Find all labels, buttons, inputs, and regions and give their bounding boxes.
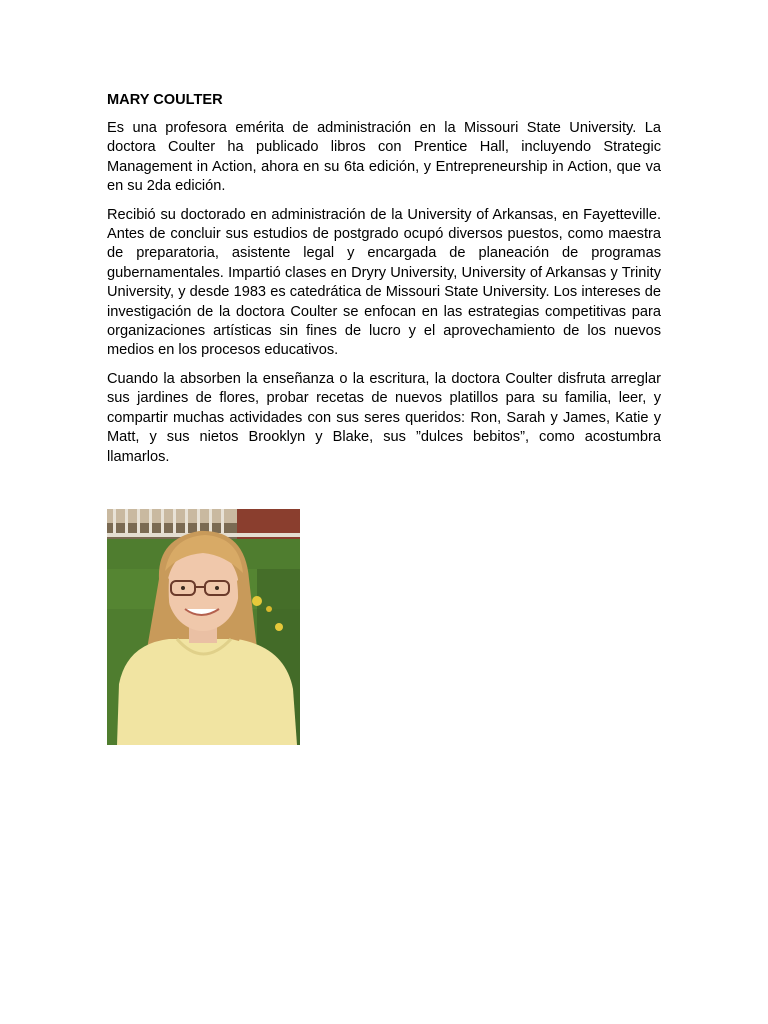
portrait-photo (107, 509, 300, 745)
document-body (107, 90, 661, 476)
bio-paragraph-1: Es una profesora emérita de administración en la Missouri State University. La doctora Coulter ha publicado libros con Prentice Hall, incluyendo Strategic Management in Action, ahora en su 6ta edición, y Entrepreneurship in Action, que va en su 2da edición. (107, 120, 661, 195)
bio-paragraph-3: Cuando la absorben la enseñanza o la escritura, la doctora Coulter disfruta arreglar sus jardines de flores, probar recetas de nuevos platillos para su familia, leer, y compartir muchas actividades con sus seres queridos: Ron, Sarah y James, Katie y Matt, y sus nietos Brooklyn y Blake, sus ”dulces bebitos”, como acostumbra llamarlos. (107, 370, 661, 465)
bio-paragraph-2: Recibió su doctorado en administración de la University of Arkansas, en Fayetteville. Antes de concluir sus estudios de postgrado ocupó diversos puestos, como maestra de preparatoria, asistente legal y encargada de planeación de programas gubernamentales. Impartió clases en Dryry University, University of Arkansas y Trinity University, y desde 1983 es catedrática de Missouri State University. Los intereses de investigación de la doctora Coulter se enfocan en las estrategias competitivas para organizaciones artísticas sin fines de lucro y el aprovechamiento de los nuevos medios en los procesos educativos. (107, 206, 661, 359)
author-name-heading: MARY COULTER (107, 92, 223, 108)
